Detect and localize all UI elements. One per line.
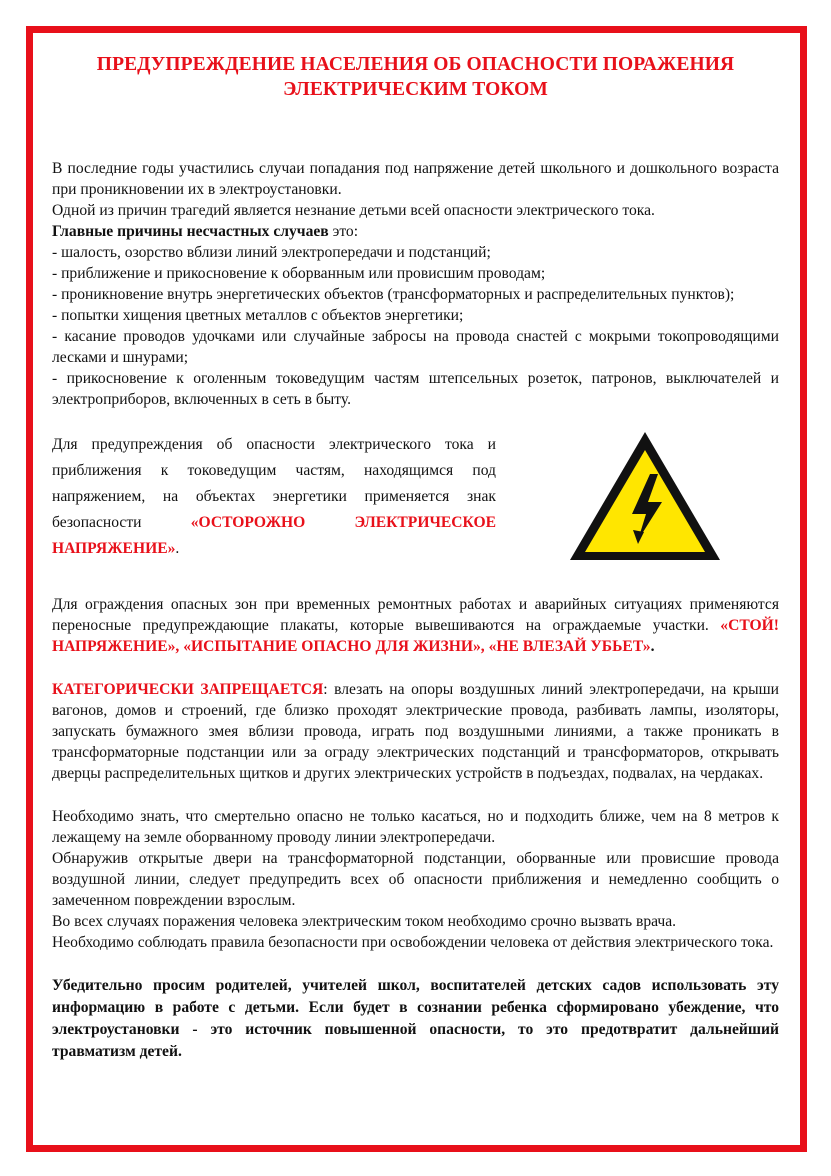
sign-text-tail: . [175,540,180,557]
cause-item: - шалость, озорство вблизи линий электропередачи и подстанций; [52,244,491,261]
cause-item: - касание проводов удочками или случайные забросы на провода снастей с мокрыми токопроводящими лесками и шнурами; [52,328,779,366]
cause-item: - проникновение внутрь энергетических объектов (трансформаторных и распределительных пунктов); [52,286,735,303]
forbidden-paragraph [52,679,779,784]
posters-names: «СТОЙ! НАПРЯЖЕНИЕ», «ИСПЫТАНИЕ ОПАСНО ДЛЯ ЖИЗНИ», «НЕ ВЛЕЗАЙ УБЬЕТ» [52,617,779,655]
note-paragraph: Обнаружив открытые двери на трансформаторной подстанции, оборванные или провисшие провода воздушной линии, следует предупредить всех об опасности приближения и немедленно сообщить о замеченном повреждении взрослым. [52,850,779,909]
intro-paragraph-2: Одной из причин трагедий является незнание детьми всей опасности электрического тока. [52,202,655,219]
page-title: ПРЕДУПРЕЖДЕНИЕ НАСЕЛЕНИЯ ОБ ОПАСНОСТИ ПОРАЖЕНИЯ ЭЛЕКТРИЧЕСКИМ ТОКОМ [96,54,735,100]
sign-section [52,432,779,572]
sign-text: Для предупреждения об опасности электрического тока и приближения к токоведущим частям, находящимся под напряжением, на объектах энергетики применяется знак безопасности [52,436,496,531]
causes-heading: Главные причины несчастных случаев [52,223,329,240]
cause-item: - приближение и прикосновение к оборванным или провисшим проводам; [52,265,546,282]
causes-heading-line [52,221,779,242]
cause-item: - попытки хищения цветных металлов с объектов энергетики; [52,307,464,324]
sign-name: «ОСТОРОЖНО ЭЛЕКТРИЧЕСКОЕ НАПРЯЖЕНИЕ» [52,514,497,557]
forbidden-text: : влезать на опоры воздушных линий электропередачи, на крыши вагонов, домов и строений, где близко проходят электрические провода, разбивать лампы, изоляторы, запускать бумажного змея вблизи провода, играть под воздушными линиями, а также проникать в трансформаторные подстанции или за ограду электрических подстанций и трансформаторов, открывать дверцы распределительных щитков и других электрических устройств в подъездах, подвалах, на чердаках. [52,681,779,782]
note-paragraph: Во всех случаях поражения человека электрическим током необходимо срочно вызвать врача. [52,913,677,930]
posters-paragraph [52,594,779,657]
posters-text: Для ограждения опасных зон при временных ремонтных работах и аварийных ситуациях применяются переносные предупреждающие плакаты, которые вывешиваются на ограждаемые участки. [52,596,779,634]
posters-tail: . [650,638,655,655]
note-paragraph: Необходимо соблюдать правила безопасности при освобождении человека от действия электрического тока. [52,934,774,951]
sign-description [52,432,496,562]
causes-heading-tail: это: [328,223,359,240]
forbidden-label: КАТЕГОРИЧЕСКИ ЗАПРЕЩАЕТСЯ [52,681,324,698]
intro-paragraph-1: В последние годы участились случаи попадания под напряжение детей школьного и дошкольного возраста при проникновении их в электроустановки. [52,160,779,198]
note-paragraph: Необходимо знать, что смертельно опасно не только касаться, но и подходить ближе, чем на 8 метров к лежащему на земле оборванному проводу линии электропередачи. [52,808,779,846]
high-voltage-warning-sign-icon [566,428,724,564]
document-body [52,52,779,1063]
appeal-paragraph: Убедительно просим родителей, учителей школ, воспитателей детских садов использовать эту информацию в работе с детьми. Если будет в сознании ребенка сформировано убеждение, что электроустановки - это источник повышенной опасности, то это предотвратит дальнейший травматизм детей. [52,977,779,1060]
cause-item: - прикосновение к оголенным токоведущим частям штепсельных розеток, патронов, выключателей и электроприборов, включенных в сеть в быту. [52,370,779,408]
